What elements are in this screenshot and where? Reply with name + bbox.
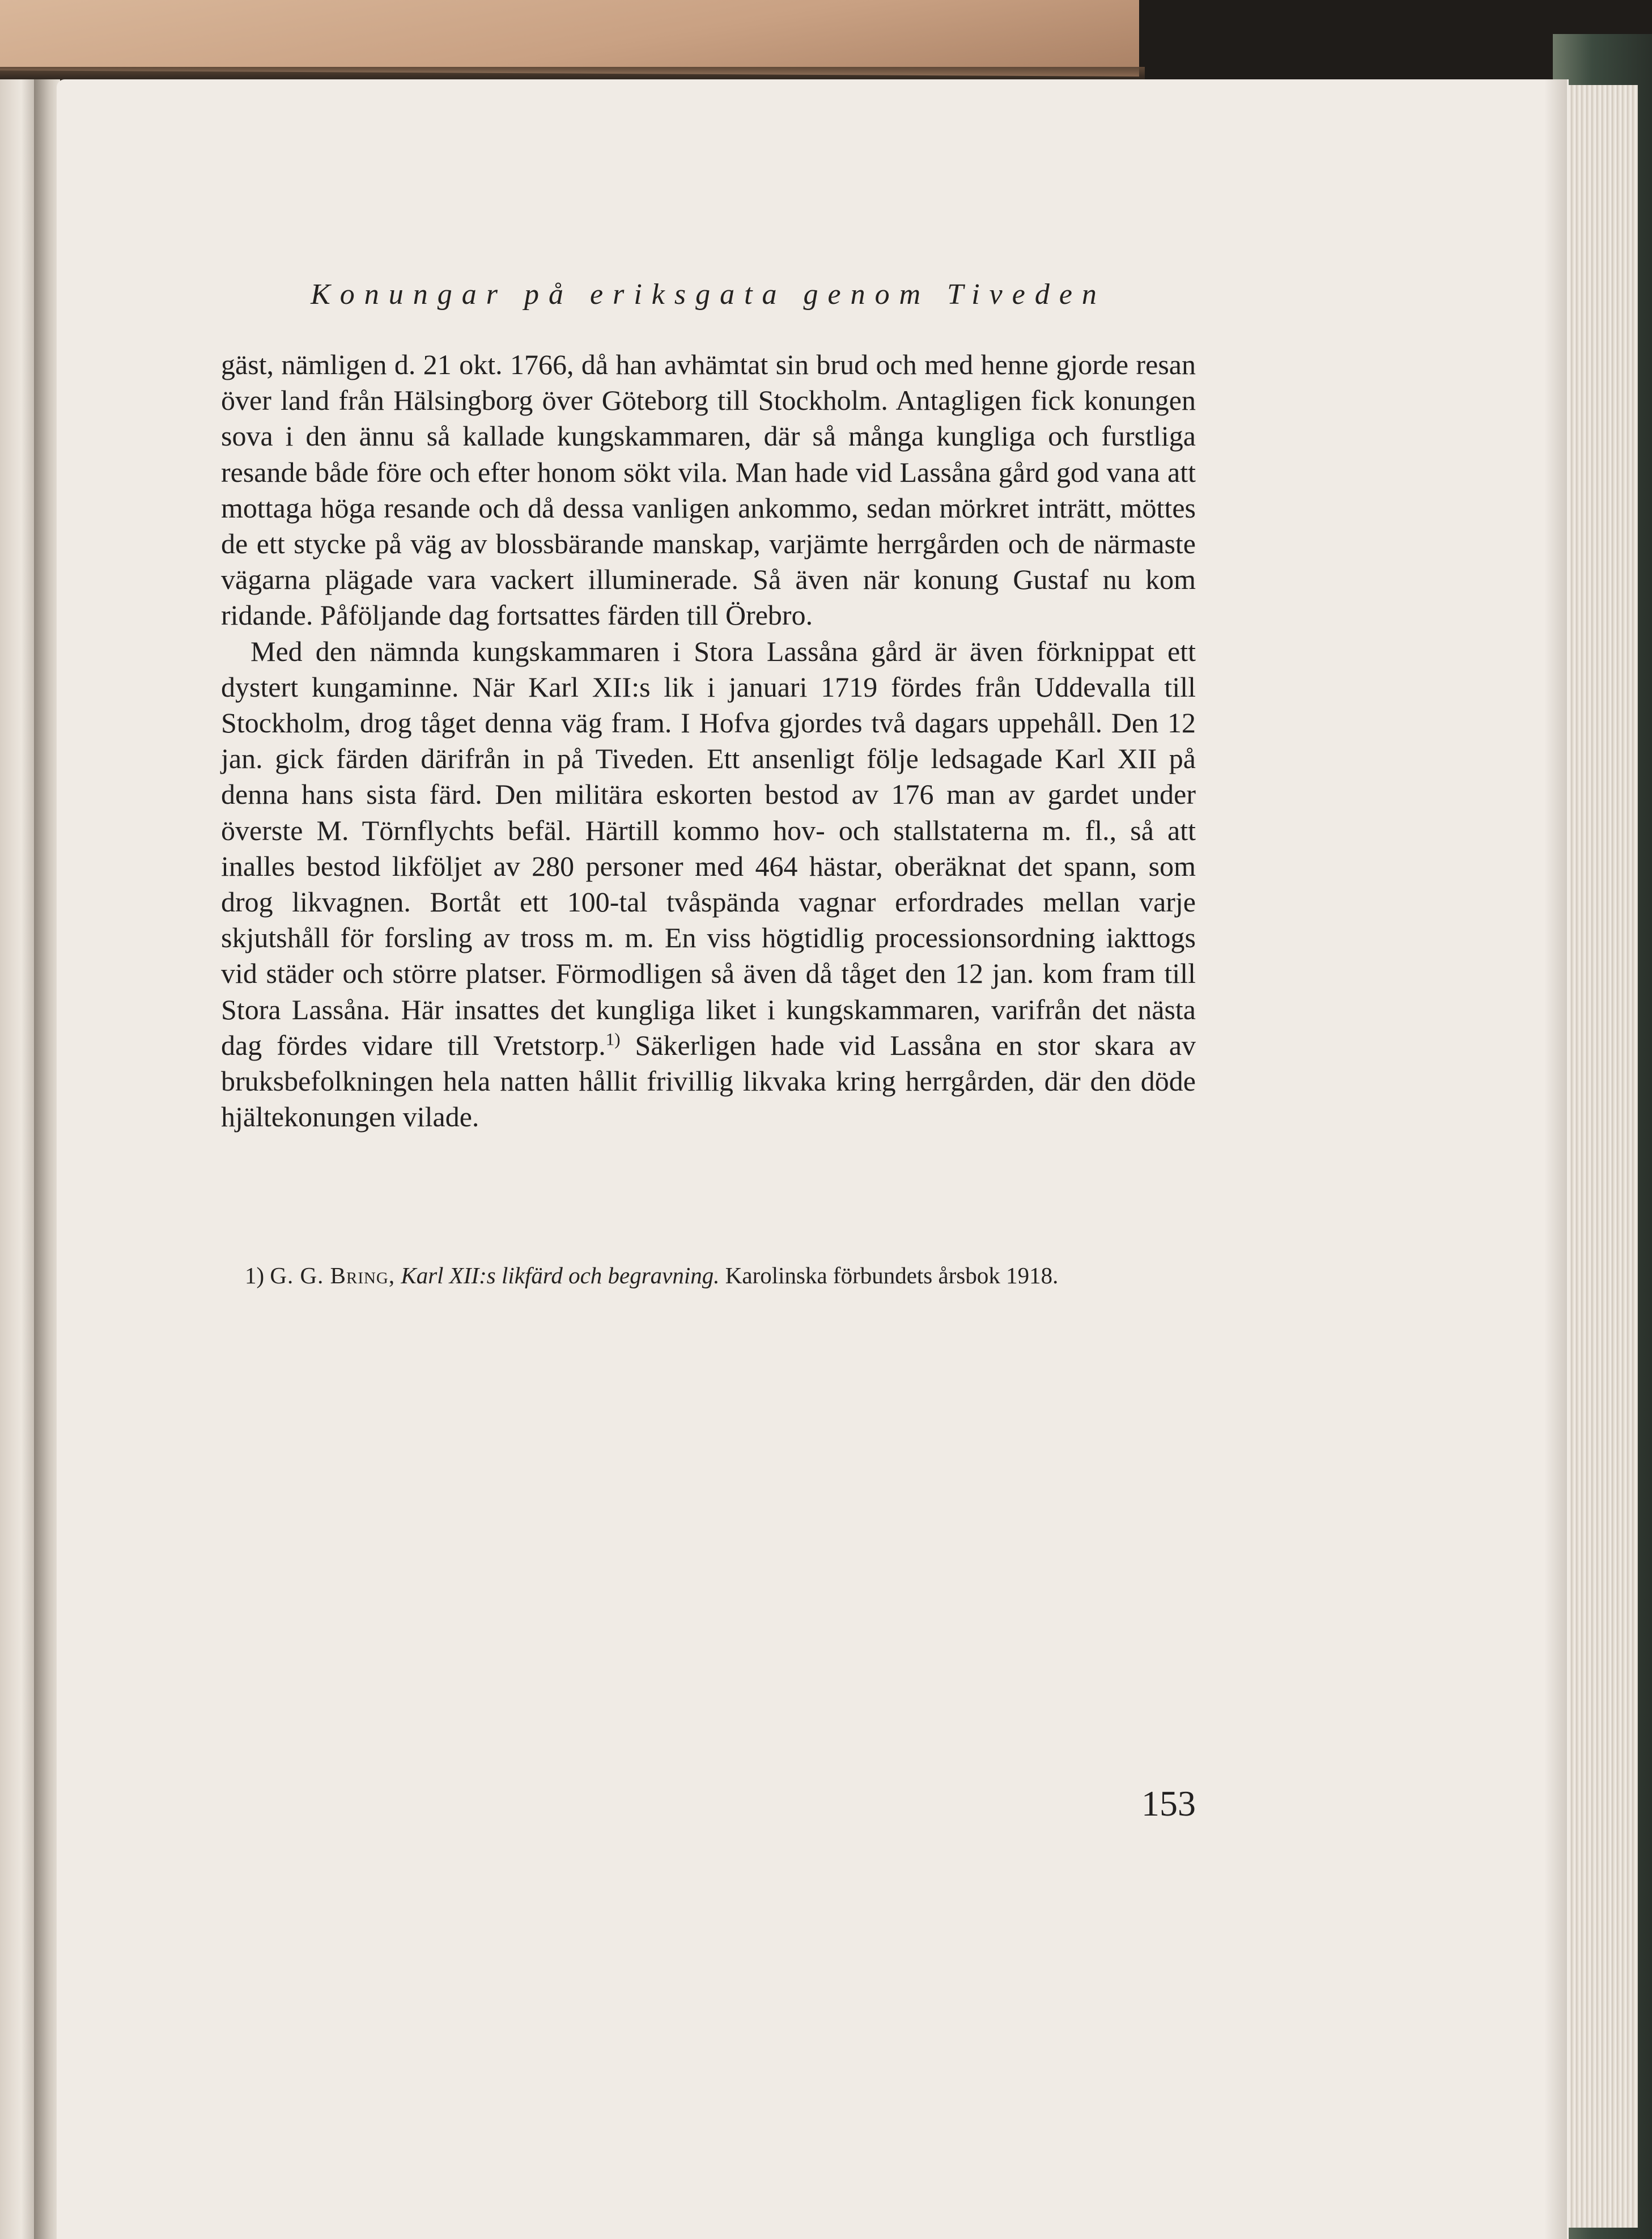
footnote-reference: 1) (605, 1029, 621, 1049)
left-page-edge (0, 79, 39, 2239)
paragraph-1: gäst, nämligen d. 21 okt. 1766, då han avhämtat sin brud och med henne gjorde resan över land från Hälsingborg över Göteborg till Stockholm. Antagligen fick konungen sova i den ännu så kallade kungskammaren, där så många kungliga och furstliga resande både före och efter honom sökt vila. Man hade vid Lassåna gård god vana att mottaga höga resande och då dessa vanligen ankommo, sedan mörkret inträtt, möttes de ett stycke på väg av blossbärande manskap, varjämte herrgården och de närmaste vägarna plägade vara vackert illuminerade. Så även när konung Gustaf nu kom ridande. Påföljande dag fortsattes färden till Örebro. (221, 349, 1196, 631)
running-head: Konungar på eriksgata genom Tiveden (311, 278, 1106, 311)
paragraph-2-text: Med den nämnda kungskammaren i Stora Lassåna gård är även förknippat ett dystert kungaminne. När Karl XII:s lik i januari 1719 fördes från Uddevalla till Stockholm, drog tåget denna väg fram. I Hofva gjordes två dagars uppehåll. Den 12 jan. gick färden därifrån in på Tiveden. Ett ansenligt följe ledsagade Karl XII på denna hans sista färd. Den militära eskorten bestod av 176 man av gardet under överste M. Törnflychts befäl. Härtill kommo hov- och stallstaterna m. fl., så att inalles bestod likföljet av 280 personer med 464 hästar, oberäknat det spann, som drog likvagnen. Bortåt ett 100-tal tvåspända vagnar erfordrades mellan varje skjutshåll för forsling av tross m. m. En viss högtidlig processionsordning iakttogs vid städer och större platser. Förmodligen så även då tåget den 12 jan. kom fram till Stora Lassåna. Här insattes det kungliga liket i kungskammaren, varifrån det nästa dag fördes vidare till Vretstorp. (221, 635, 1196, 1061)
body-text (221, 347, 1196, 1135)
page-number: 153 (1141, 1783, 1196, 1824)
paragraph-2 (221, 634, 1196, 1135)
footnote-source: Karolinska förbundets årsbok 1918. (725, 1262, 1059, 1288)
footnote-title: Karl XII:s likfärd och begravning. (401, 1262, 720, 1288)
footnote-marker: 1) (245, 1262, 265, 1288)
page-edge-shade (1544, 79, 1567, 2239)
footnote-author: G. G. Bring, (270, 1262, 396, 1288)
footnote (245, 1260, 1220, 1291)
paragraph-2-continuation: Säkerligen hade vid Lassåna en stor skara av bruksbefolkningen hela natten hållit frivillig likvaka kring herrgården, där den döde hjältekonungen vilade. (221, 1029, 1196, 1133)
wooden-board (0, 0, 1139, 77)
